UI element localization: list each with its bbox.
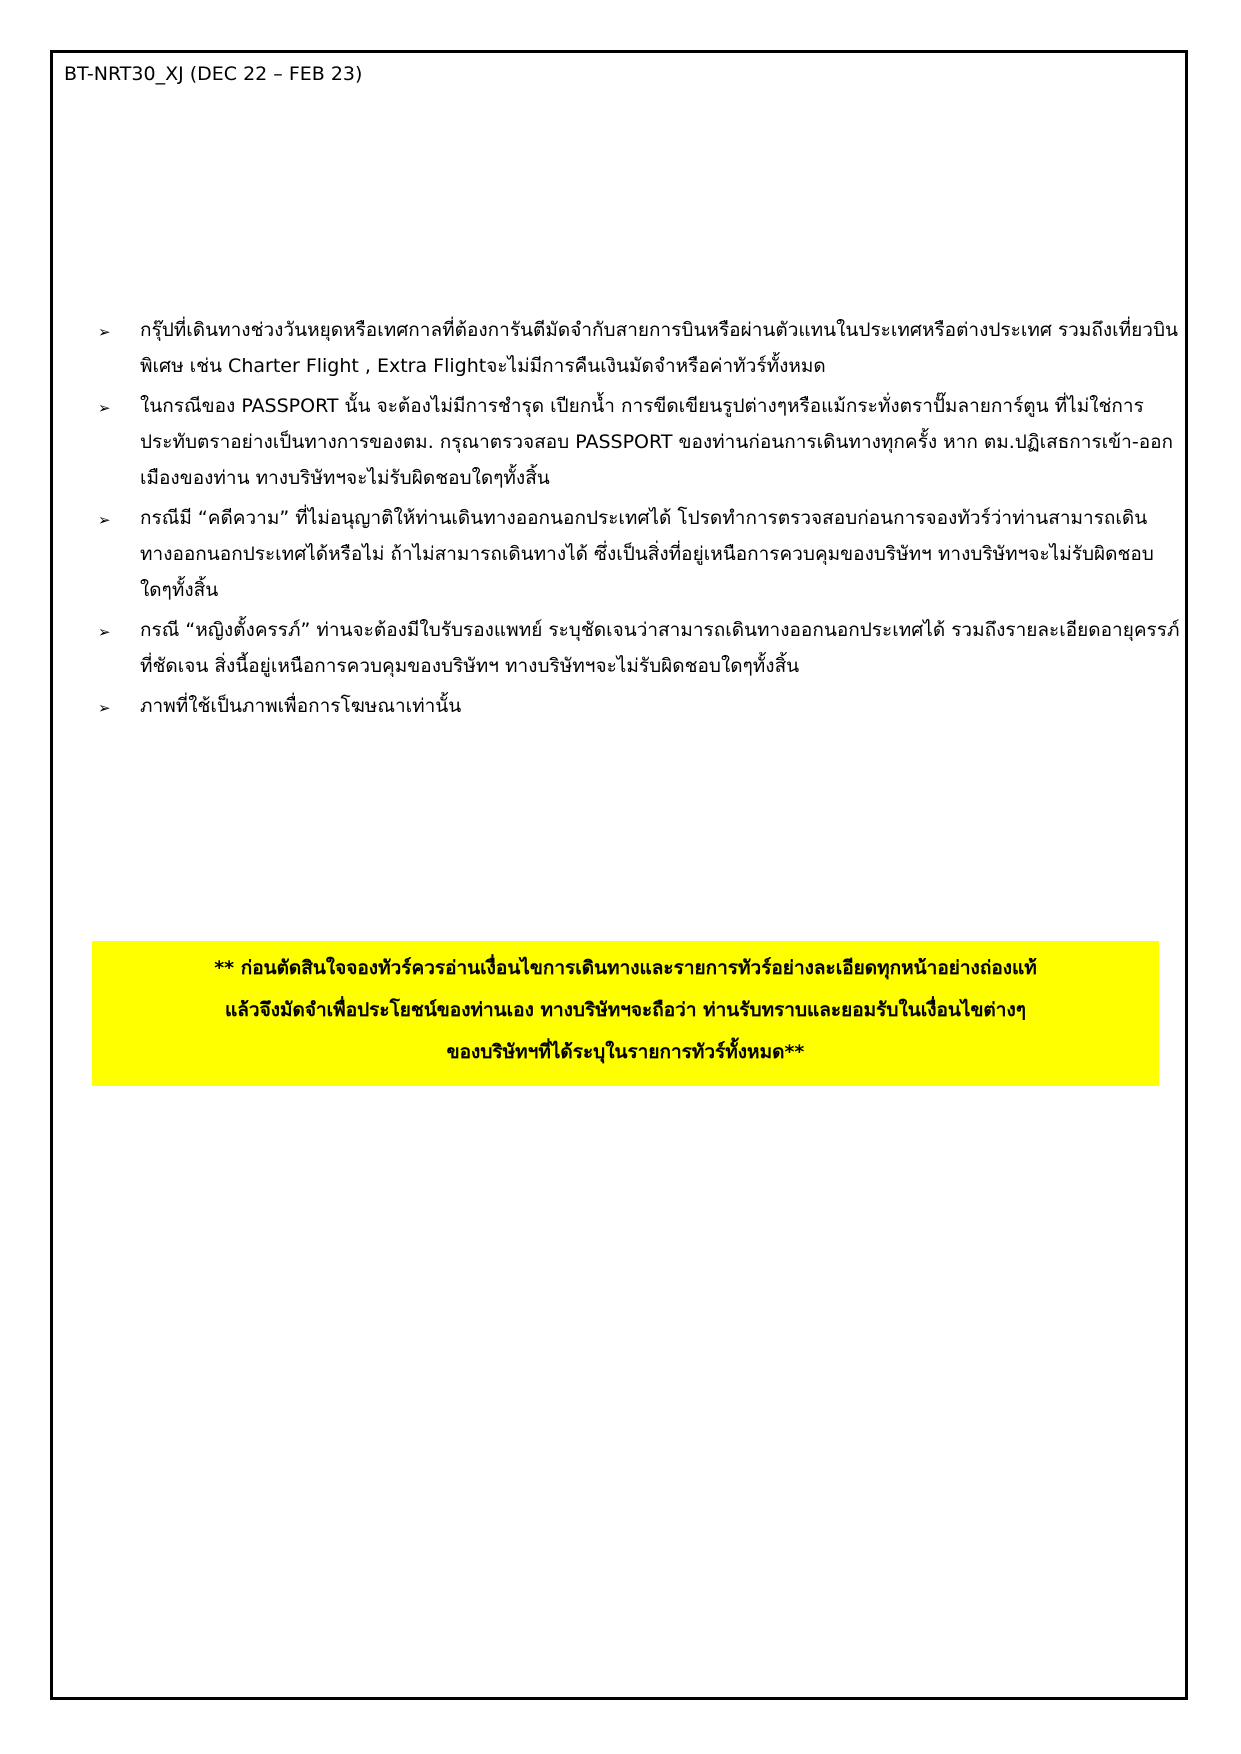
- list-item: [98, 500, 1180, 608]
- list-item-text: กรณีมี “คดีความ” ที่ไม่อนุญาติให้ท่านเดินทางออกนอกประเทศได้ โปรดทำการตรวจสอบก่อนการจองทัวร์ว่าท่านสามารถเดินทางออกนอกประเทศได้หรือไม่ ถ้าไม่สามารถเดินทางได้ ซึ่งเป็นสิ่งที่อยู่เหนือการควบคุมของบริษัทฯ ทางบริษัทฯจะไม่รับผิดชอบใดๆทั้งสิ้น: [140, 507, 1154, 601]
- notice-line: แล้วจึงมัดจำเพื่อประโยชน์ของท่านเอง ทางบริษัทฯจะถือว่า ท่านรับทราบและยอมรับในเงื่อนไขต่างๆ: [225, 999, 1026, 1021]
- list-item: [98, 612, 1180, 684]
- notice-line: ** ก่อนตัดสินใจจองทัวร์ควรอ่านเงื่อนไขการเดินทางและรายการทัวร์อย่างละเอียดทุกหน้าอย่างถ่องแท้: [214, 957, 1037, 979]
- list-item-text: ภาพที่ใช้เป็นภาพเพื่อการโฆษณาเท่านั้น: [140, 695, 462, 717]
- list-item: [98, 388, 1180, 496]
- list-item: [98, 312, 1180, 384]
- notice-line: ของบริษัทฯที่ได้ระบุในรายการทัวร์ทั้งหมด**: [446, 1041, 805, 1063]
- list-item-text: กรุ๊ปที่เดินทางช่วงวันหยุดหรือเทศกาลที่ต้องการันตีมัดจำกับสายการบินหรือผ่านตัวแทนในประเทศหรือต่างประเทศ รวมถึงเที่ยวบินพิเศษ เช่น Charter Flight , Extra Flightจะไม่มีการคืนเงินมัดจำหรือค่าทัวร์ทั้งหมด: [140, 319, 1179, 377]
- arrow-bullet-icon: ➢: [98, 399, 111, 417]
- page-border: [50, 50, 1188, 1700]
- highlighted-notice: [92, 941, 1159, 1086]
- arrow-bullet-icon: ➢: [98, 323, 111, 341]
- arrow-bullet-icon: ➢: [98, 699, 111, 717]
- list-item: [98, 688, 1180, 726]
- list-item-text: กรณี “หญิงตั้งครรภ์” ท่านจะต้องมีใบรับรองแพทย์ ระบุชัดเจนว่าสามารถเดินทางออกนอกประเทศได้ รวมถึงรายละเอียดอายุครรภ์ที่ชัดเจน สิ่งนี้อยู่เหนือการควบคุมของบริษัทฯ ทางบริษัทฯจะไม่รับผิดชอบใดๆทั้งสิ้น: [140, 619, 1180, 677]
- terms-list: [98, 312, 1180, 730]
- list-item-text: ในกรณีของ PASSPORT นั้น จะต้องไม่มีการชำรุด เปียกน้ำ การขีดเขียนรูปต่างๆหรือแม้กระทั่งตราปั๊มลายการ์ตูน ที่ไม่ใช่การประทับตราอย่างเป็นทางการของตม. กรุณาตรวจสอบ PASSPORT ของท่านก่อนการเดินทางทุกครั้ง หาก ตม.ปฏิเสธการเข้า-ออกเมืองของท่าน ทางบริษัทฯจะไม่รับผิดชอบใดๆทั้งสิ้น: [140, 395, 1174, 489]
- arrow-bullet-icon: ➢: [98, 623, 111, 641]
- arrow-bullet-icon: ➢: [98, 511, 111, 529]
- document-code: BT-NRT30_XJ (DEC 22 – FEB 23): [64, 63, 363, 85]
